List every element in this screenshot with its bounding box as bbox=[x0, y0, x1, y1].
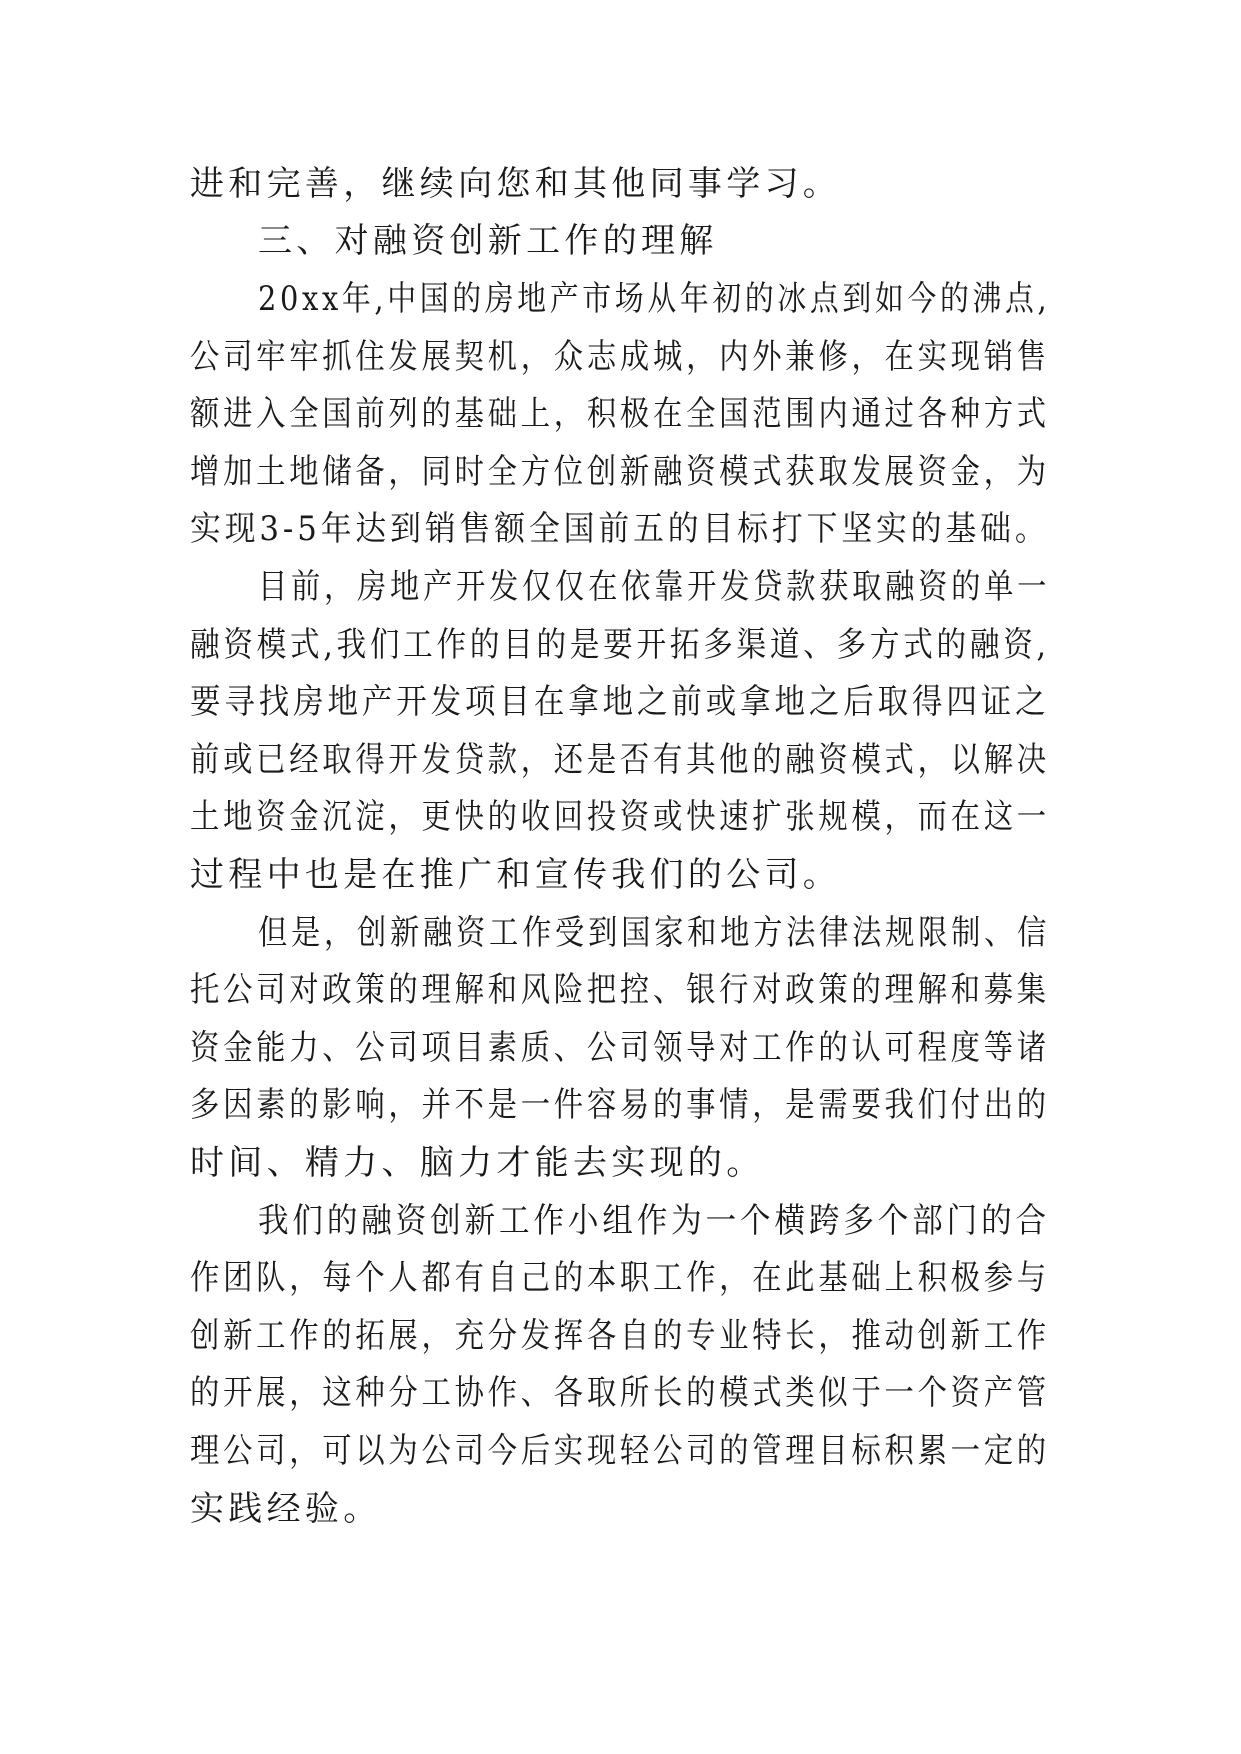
text-line: 融资模式,我们工作的目的是要开拓多渠道、多方式的融资, bbox=[190, 625, 1050, 665]
text-line: 创新工作的拓展，充分发挥各自的专业特长，推动创新工作 bbox=[190, 1316, 1050, 1356]
text-line: 要寻找房地产开发项目在拿地之前或拿地之后取得四证之 bbox=[190, 682, 1050, 722]
text-line: 目前，房地产开发仅仅在依靠开发贷款获取融资的单一 bbox=[258, 567, 1051, 607]
section-heading: 三、对融资创新工作的理解 bbox=[258, 221, 718, 261]
text-line: 公司牢牢抓住发展契机，众志成城，内外兼修，在实现销售 bbox=[190, 337, 1050, 377]
text-line: 理公司，可以为公司今后实现轻公司的管理目标积累一定的 bbox=[190, 1431, 1050, 1471]
text-line: 但是，创新融资工作受到国家和地方法律法规限制、信 bbox=[258, 913, 1051, 953]
text-line: 实现3-5年达到销售额全国前五的目标打下坚实的基础。 bbox=[190, 509, 1050, 549]
text-line: 额进入全国前列的基础上，积极在全国范围内通过各种方式 bbox=[190, 394, 1050, 434]
text-line: 多因素的影响，并不是一件容易的事情，是需要我们付出的 bbox=[190, 1085, 1050, 1125]
text-line: 进和完善，继续向您和其他同事学习。 bbox=[190, 164, 842, 204]
text-line: 过程中也是在推广和宣传我们的公司。 bbox=[190, 855, 842, 895]
text-line: 我们的融资创新工作小组作为一个横跨多个部门的合 bbox=[258, 1201, 1050, 1241]
text-line: 土地资金沉淀，更快的收回投资或快速扩张规模，而在这一 bbox=[190, 797, 1050, 837]
text-line: 前或已经取得开发贷款，还是否有其他的融资模式，以解决 bbox=[190, 740, 1050, 780]
text-line: 资金能力、公司项目素质、公司领导对工作的认可程度等诸 bbox=[190, 1028, 1050, 1068]
text-line: 实践经验。 bbox=[190, 1489, 382, 1529]
text-line: 托公司对政策的理解和风险把控、银行对政策的理解和募集 bbox=[190, 970, 1050, 1010]
text-line: 的开展，这种分工协作、各取所长的模式类似于一个资产管 bbox=[190, 1373, 1050, 1413]
text-line: 作团队，每个人都有自己的本职工作，在此基础上积极参与 bbox=[190, 1258, 1050, 1298]
text-line: 时间、精力、脑力才能去实现的。 bbox=[190, 1143, 765, 1183]
text-line: 增加土地储备，同时全方位创新融资模式获取发展资金，为 bbox=[190, 452, 1050, 492]
text-line: 20xx年,中国的房地产市场从年初的冰点到如今的沸点, bbox=[258, 279, 1051, 319]
